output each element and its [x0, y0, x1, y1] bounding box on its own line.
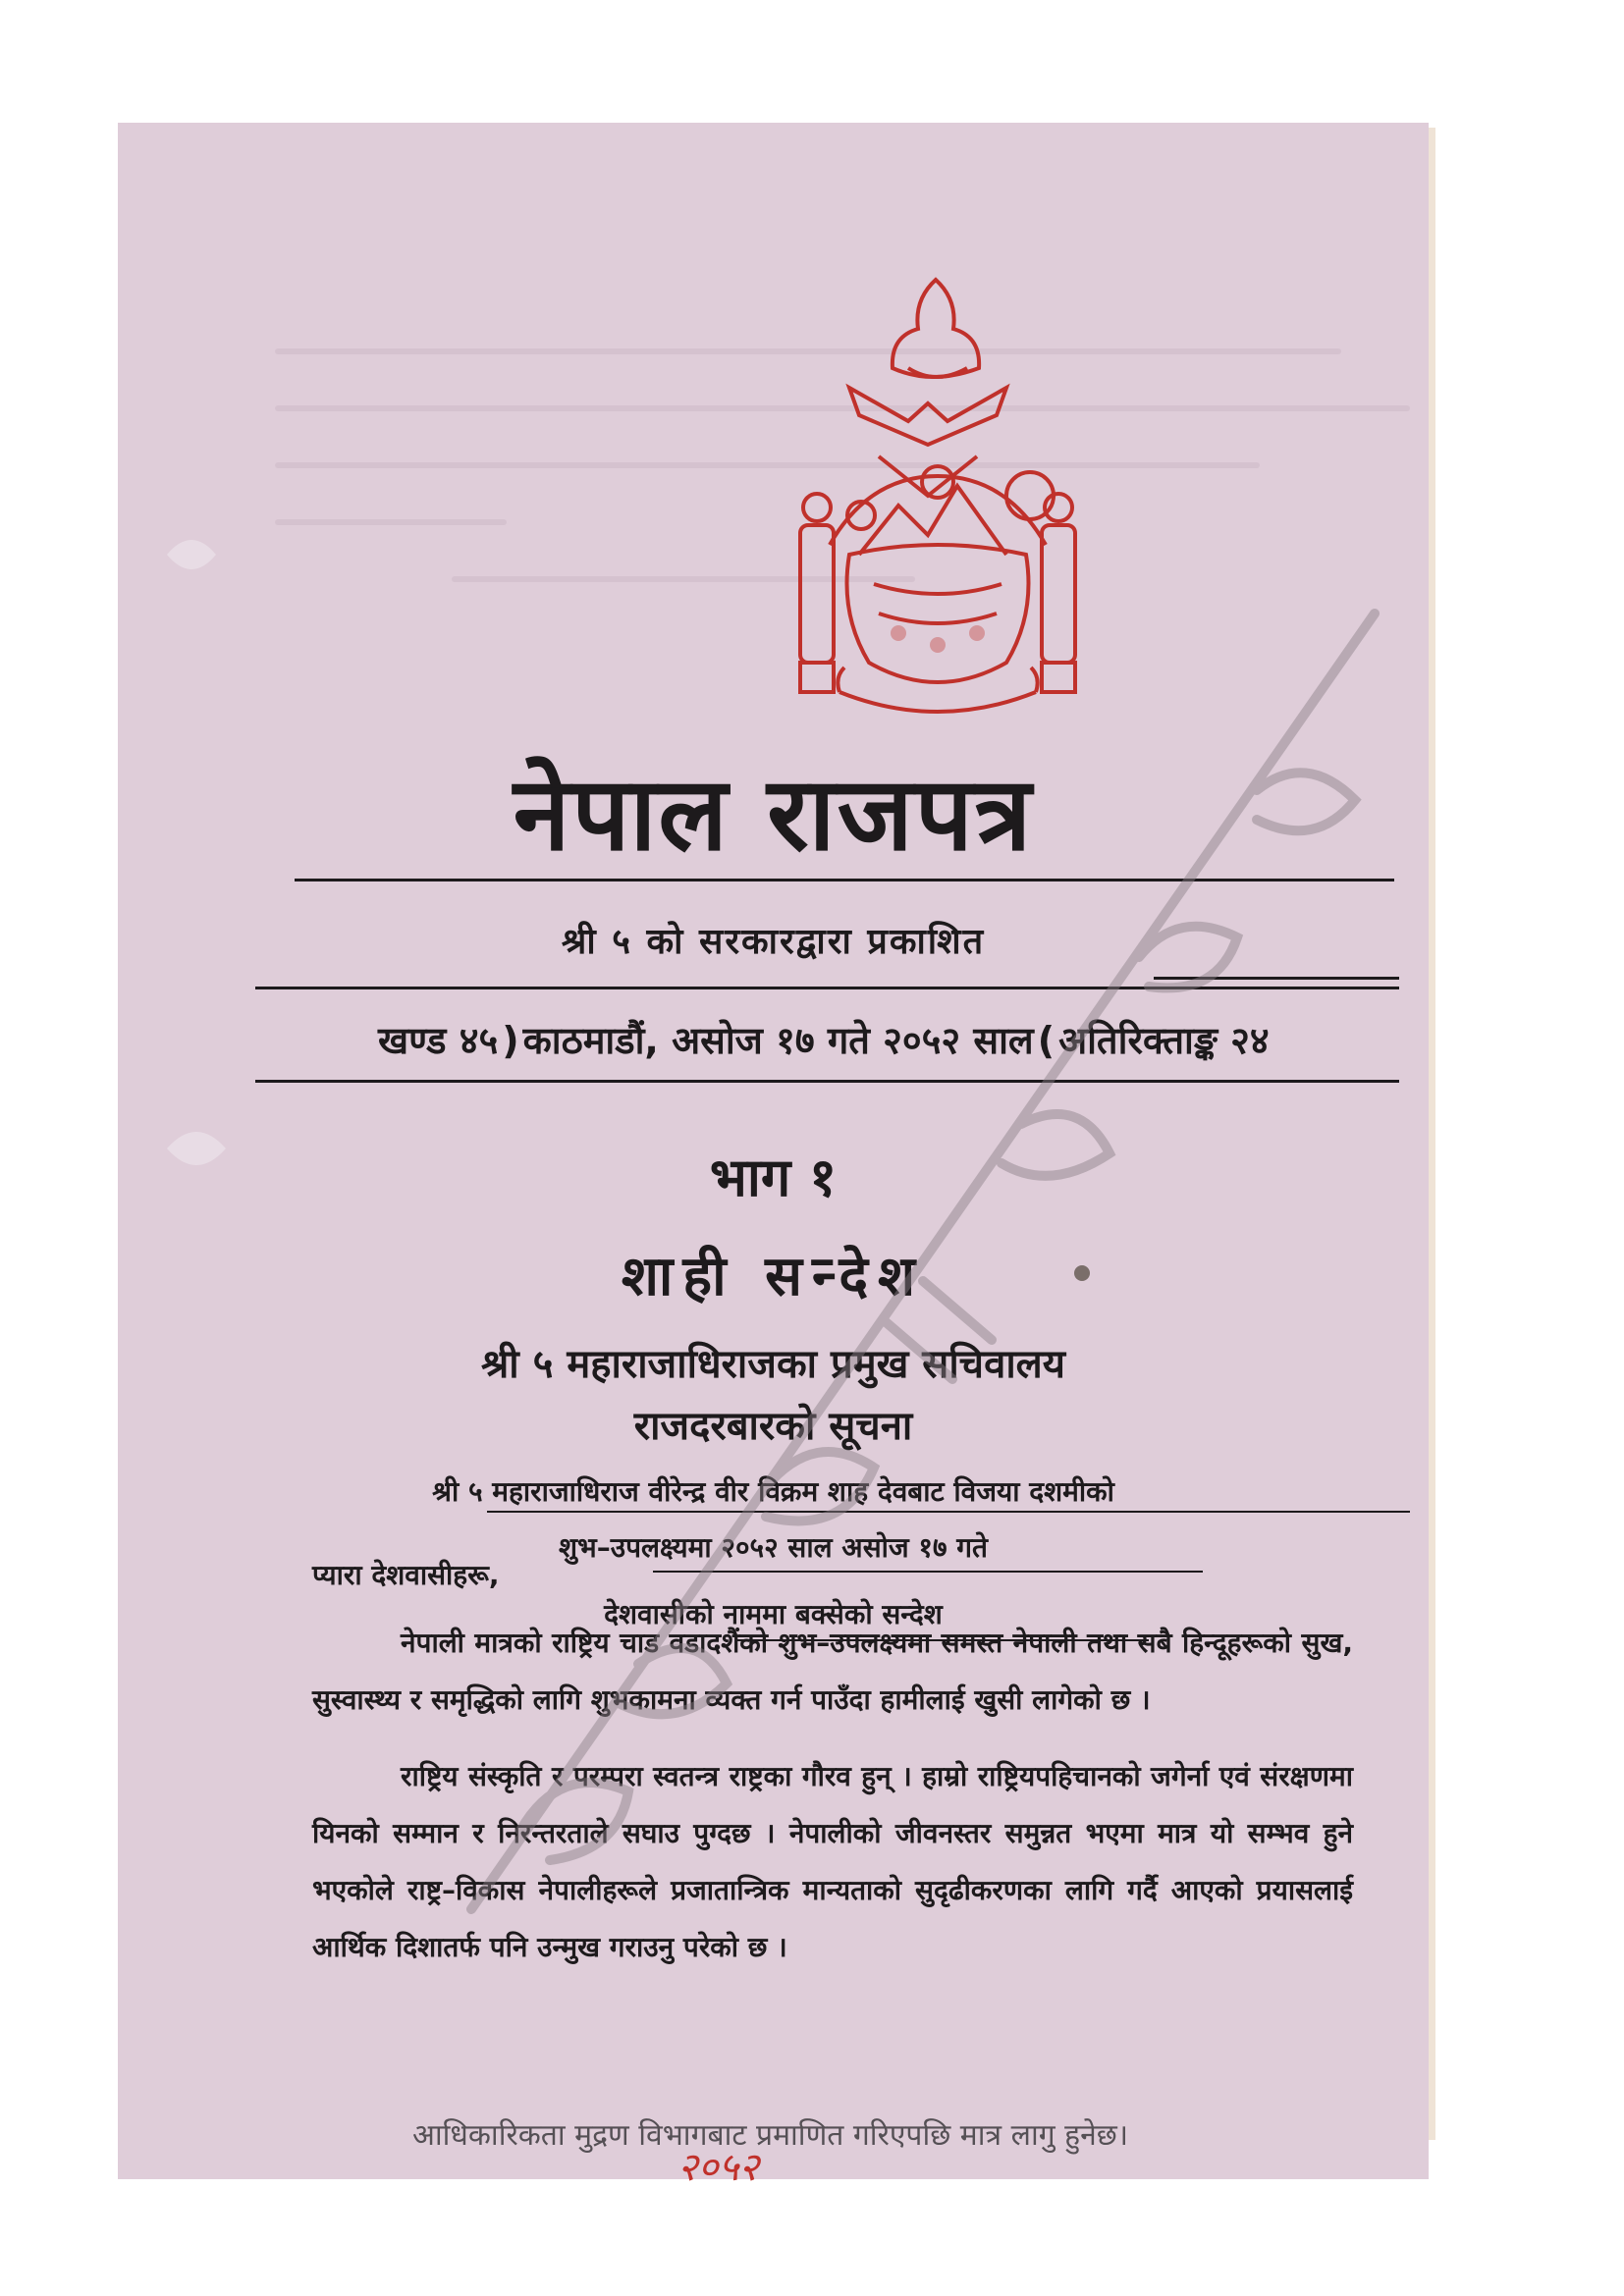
subtitle-line-2: शुभ–उपलक्ष्यमा २०५२ साल असोज १७ गते [559, 1531, 988, 1564]
authenticity-note: आधिकारिकता मुद्रण विभागबाट प्रमाणित गरिएपछि मात्र लागु हुनेछ। [412, 2118, 1129, 2153]
subtitle-line-1: श्री ५ महाराजाधिराज वीरेन्द्र वीर विक्रम शाह देवबाट विजया दशमीको [432, 1475, 1114, 1508]
handwritten-page-number: २०५२ [677, 2145, 760, 2190]
masthead-rule [295, 879, 1394, 881]
volume-bottom-rule [255, 1080, 1399, 1083]
volume-top-rule [255, 987, 1399, 989]
subtitle-line-3: देशवासीको नाममा बक्सेको सन्देश [604, 1598, 943, 1630]
paragraph-2: राष्ट्रिय संस्कृति र परम्परा स्वतन्त्र राष्ट्रका गौरव हुन् । हाम्रो राष्ट्रियपहिचानको जगेर्ना एवं संरक्षणमा यिनको सम्मान र निरन्तरताले सघाउ पुग्दछ । नेपालीको जीवनस्तर समुन्नत भएमा मात्र यो सम्भव हुने भएकोले राष्ट्र–विकास नेपालीहरूले प्रजातान्त्रिक मान्यताको सुदृढीकरणका लागि गर्दै आएको प्रयासलाई आर्थिक दिशातर्फ पनि उन्मुख गराउनु परेको छ । [312, 1760, 1353, 1963]
paper-scuff-mark [157, 520, 226, 589]
coat-of-arms-icon [761, 260, 1114, 731]
masthead-title: नेपाल राजपत्र [513, 754, 1034, 874]
paper-scuff-mark [157, 1109, 236, 1188]
subtitle-1-underline [487, 1511, 1410, 1513]
published-rule [1154, 977, 1399, 980]
salutation: प्यारा देशवासीहरू, [312, 1559, 500, 1591]
ink-spot [1070, 1261, 1094, 1285]
volume-line: खण्ड ४५ ) काठमाडौं, असोज १७ गते २०५२ साल ( अतिरिक्ताङ्क २४ [378, 1019, 1270, 1062]
gazette-page [118, 123, 1429, 2179]
extra-issue-number: अतिरिक्ताङ्क २४ [1058, 1019, 1270, 1062]
message-title: शाही सन्देश [621, 1245, 926, 1308]
volume-number: खण्ड ४५ [378, 1019, 499, 1062]
notice-heading: राजदरबारको सूचना [633, 1404, 913, 1449]
paragraph-1: नेपाली मात्रको राष्ट्रिय चाड वडादशैंको शुभ–उपलक्ष्यमा समस्त नेपाली तथा सबै हिन्दूहरूको सुख, सुस्वास्थ्य र समृद्धिको लागि शुभकामना व्यक्त गर्न पाउँदा हामीलाई खुसी लागेको छ । [312, 1627, 1353, 1716]
place-date: काठमाडौं, असोज १७ गते २०५२ साल [522, 1019, 1034, 1062]
published-by: श्री ५ को सरकारद्वारा प्रकाशित [561, 922, 986, 962]
message-body [312, 1556, 1353, 1996]
office-heading: श्री ५ महाराजाधिराजका प्रमुख सचिवालय [480, 1342, 1066, 1387]
part-heading: भाग १ [709, 1147, 838, 1208]
